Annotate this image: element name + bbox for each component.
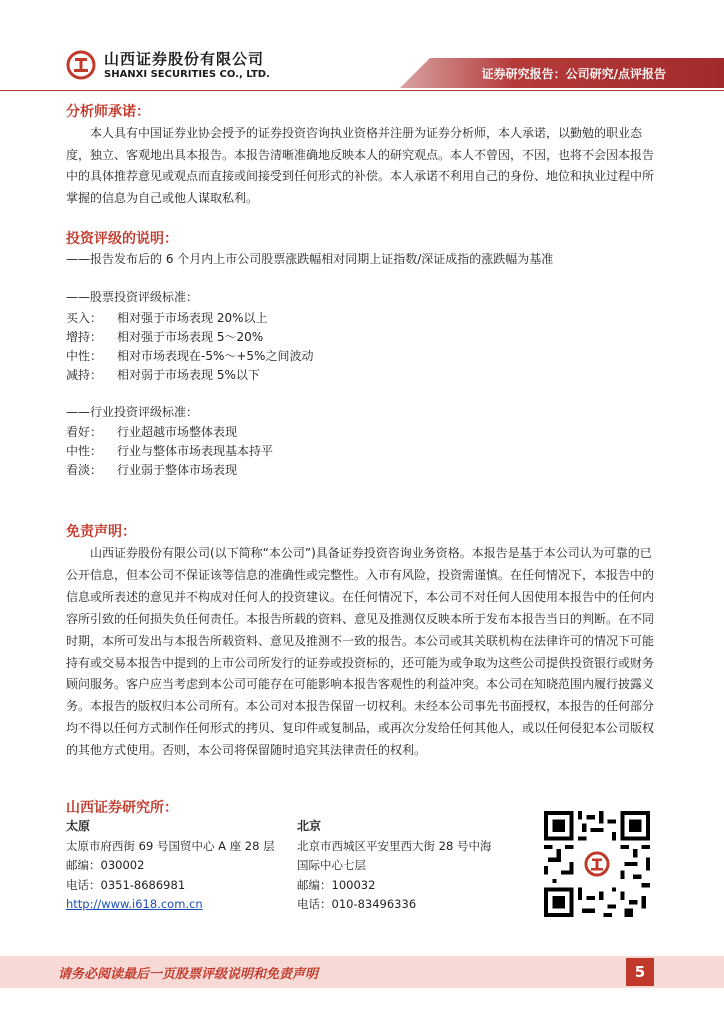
industry-rating-desc: 行业与整体市场表现基本持平 — [117, 444, 274, 458]
rating-basis: ——报告发布后的 6 个月内上市公司股票涨跌幅相对同期上证指数/深证成指的涨跌幅为基准 — [66, 252, 554, 266]
industry-rating-key: 看好： — [66, 425, 103, 439]
stock-rating-header: ——股票投资评级标准： — [66, 290, 199, 304]
taiyuan-postcode: 邮编：030002 — [66, 858, 145, 872]
stock-rating-key: 中性： — [66, 349, 103, 363]
industry-rating-desc: 行业弱于整体市场表现 — [117, 463, 238, 477]
industry-rating-key: 看淡： — [66, 463, 103, 477]
industry-rating-header: ——行业投资评级标准： — [66, 405, 199, 419]
analyst-commitment-text: 本人具有中国证券业协会授予的证券投资咨询执业资格并注册为证券分析师，本人承诺，以勤勉的职业态度，独立、客观地出具本报告。本报告清晰准确地反映本人的研究观点。本人不曾因，不因，也将不会因本报告中的具体推荐意见或观点而直接或间接受到任何形式的补偿。本人承诺不利用自己的身份、地位和执业过程中所掌握的信息为自己或他人谋取私利。 — [66, 126, 655, 205]
stock-rating-key: 买入： — [66, 311, 103, 325]
rating-section-title: 投资评级的说明： — [66, 231, 178, 247]
stock-rating-desc: 相对市场表现在-5%～+5%之间波动 — [117, 349, 314, 363]
stock-rating-desc: 相对弱于市场表现 5%以下 — [117, 368, 260, 382]
stock-rating-desc: 相对强于市场表现 20%以上 — [117, 311, 268, 325]
industry-rating-desc: 行业超越市场整体表现 — [117, 425, 238, 439]
taiyuan-office-title: 太原 — [66, 819, 91, 833]
company-name-cn: 山西证券股份有限公司 — [104, 50, 265, 68]
page-number: 5 — [626, 958, 654, 986]
stock-rating-desc: 相对强于市场表现 5～20% — [117, 330, 264, 344]
stock-rating-key: 增持： — [66, 330, 103, 344]
institute-section-title: 山西证券研究所： — [66, 800, 178, 816]
beijing-postcode: 邮编：100032 — [297, 878, 376, 892]
company-logo-icon — [66, 50, 96, 80]
report-type-label: 证券研究报告：公司研究/点评报告 — [481, 67, 666, 81]
taiyuan-address: 太原市府西街 69 号国贸中心 A 座 28 层 — [66, 839, 275, 853]
disclaimer-text: 山西证券股份有限公司(以下简称“本公司”)具备证券投资咨询业务资格。本报告是基于本公司认为可靠的已公开信息，但本公司不保证该等信息的准确性或完整性。入市有风险，投资需谨慎。在任何情况下，本报告中的信息或所表述的意见并不构成对任何人的投资建议。在任何情况下，本公司不对任何人因使用本报告中的任何内容所引致的任何损失负任何责任。本报告所载的资料、意见及推测仅反映本所于发布本报告当日的判断。在不同时期，本所可发出与本报告所载资料、意见及推测不一致的报告。本公司或其关联机构在法律许可的情况下可能持有或交易本报告中提到的上市公司所发行的证券或投资标的，还可能为或争取为这些公司提供投资银行或财务顾问服务。客户应当考虑到本公司可能存在可能影响本报告客观性的利益冲突。本公司在知晓范围内履行披露义务。本报告的版权归本公司所有。本公司对本报告保留一切权利。未经本公司事先书面授权，本报告的任何部分均不得以任何方式制作任何形式的拷贝、复印件或复制品，或再次分发给任何其他人，或以任何侵犯本公司版权的其他方式使用。否则，本公司将保留随时追究其法律责任的权利。 — [66, 546, 655, 758]
disclaimer-section-title: 免责声明： — [66, 524, 136, 540]
footer-notice: 请务必阅读最后一页股票评级说明和免责声明 — [58, 967, 319, 982]
beijing-office-title: 北京 — [297, 819, 322, 833]
industry-rating-key: 中性： — [66, 444, 103, 458]
header-divider — [0, 90, 724, 91]
website-link[interactable]: http://www.i618.com.cn — [66, 897, 203, 911]
company-name-en: SHANXI SECURITIES CO., LTD. — [104, 69, 270, 80]
analyst-section-title: 分析师承诺： — [66, 104, 150, 120]
stock-rating-key: 减持： — [66, 368, 103, 382]
taiyuan-phone: 电话：0351-8686981 — [66, 878, 186, 892]
beijing-address-line1: 北京市西城区平安里西大街 28 号中海 — [297, 839, 492, 853]
qr-code-icon — [544, 811, 650, 917]
beijing-phone: 电话：010-83496336 — [297, 897, 417, 911]
beijing-address-line2: 国际中心七层 — [297, 858, 366, 872]
